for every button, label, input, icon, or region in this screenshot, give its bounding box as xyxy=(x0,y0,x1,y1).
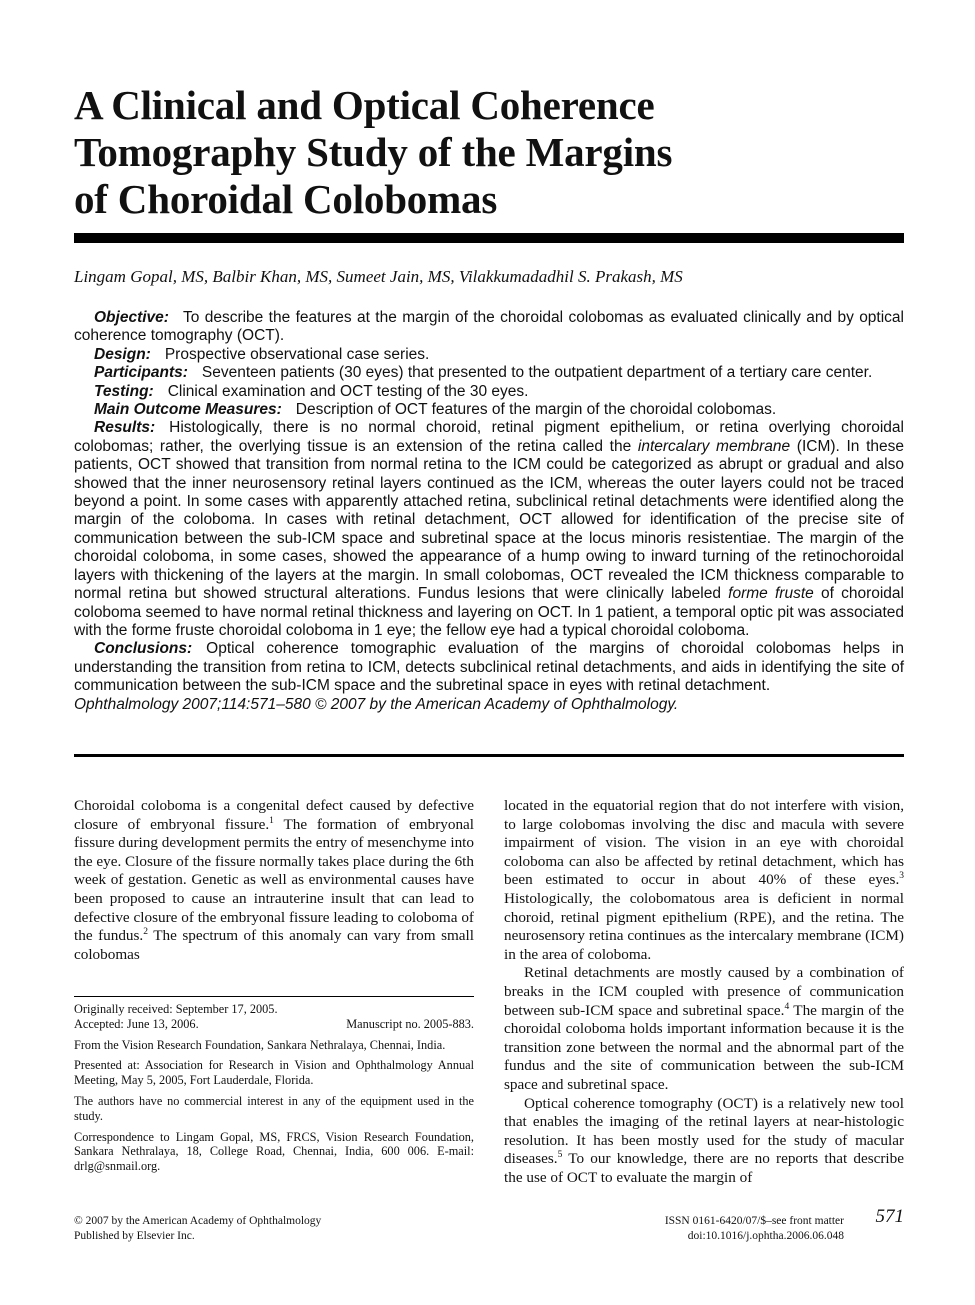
results-text-2: (ICM). In these patients, OCT showed that transition from normal retina to the ICM could be categorized as abrupt or gradual and also showed that the inner neurosensory retinal layers continued as the ICM, whereas the outer layers could not be traced beyond a point. In some cases with apparently attached retina, subclinical retinal detachments were identified along the margin of the coloboma. In cases with retinal detachment, OCT allowed for identification of the precise site of communication between the sub-ICM space and subretinal space at the locus minoris resistentiae. The margin of the choroidal coloboma, in some cases, showed the appearance of a hump owing to inward turning of the retinochoroidal layers with thickening of the layers at the margin. In small colobomas, OCT revealed the ICM thickness comparable to normal retina but showed structural alterations. Fundus lesions that were clinically labeled xyxy=(74,437,904,603)
results-text-3: of choroidal coloboma seemed to have normal retinal thickness and layering on OCT. In 1 patient, a temporal optic pit was associated with the forme fruste choroidal coloboma in 1 eye; the fellow eye had a typical choroidal coloboma. xyxy=(74,585,904,639)
abstract-conclusions xyxy=(74,640,904,714)
footnote-received: Originally received: September 17, 2005. xyxy=(74,1002,278,1016)
article-title xyxy=(74,82,914,223)
left-text-c: The spectrum of this anomaly can vary from small colobomas xyxy=(74,927,474,963)
reference-1[interactable]: 1 xyxy=(269,815,274,826)
conclusions-label: Conclusions: xyxy=(94,640,193,658)
title-line-2: Tomography Study of the Margins xyxy=(74,129,673,175)
objective-label: Objective: xyxy=(94,309,169,326)
footer-copyright: © 2007 by the American Academy of Ophthalmology xyxy=(74,1215,322,1227)
results-italic-1: intercalary membrane xyxy=(637,437,791,455)
left-text-b: The formation of embryonal fissure during development permits the entry of mesenchyme into the eye. Closure of the fissure normally takes place during the 6th week of gestation. Genetic as well as environmental causes have been proposed to cause an intrauterine insult that can lead to defective closure of the embryonal fissure leading to coloboma of the fundus. xyxy=(74,815,474,945)
footer-publisher: Published by Elsevier Inc. xyxy=(74,1230,195,1242)
measures-text: Description of OCT features of the margin of the choroidal colobomas. xyxy=(295,401,777,419)
conclusions-text: Optical coherence tomographic evaluation of the margins of choroidal colobomas helps in understanding the transition from retina to ICM, detects subclinical retinal detachments, and aids in identifying the site of communication between the sub-ICM space and the subretinal space in eyes with retinal detachment. xyxy=(74,640,904,695)
right-text-1a: located in the equatorial region that do not interfere with vision, to large colobomas involving the disc and macula with severe impairment of vision. The vision in an eye with choroidal coloboma can also be affected by retinal detachment, which has been estimated to occur in about 40% of these eyes. xyxy=(504,797,904,889)
abstract-design xyxy=(74,346,904,364)
page-number: 571 xyxy=(875,1206,904,1227)
testing-text: Clinical examination and OCT testing of the 30 eyes. xyxy=(167,382,529,400)
right-text-2b: The margin of the choroidal coloboma holds important information because it is the transition zone between the normal and the abnormal part of the fundus and the site of communication between the sub-ICM space and subretinal space. xyxy=(504,1001,905,1093)
right-text-1b: Histologically, the colobomatous area is deficient in normal choroid, retinal pigment epithelium (RPE), and the retina. The neurosensory retina continues as the intercalary membrane (ICM) in the area of coloboma. xyxy=(504,889,904,963)
reference-5[interactable]: 5 xyxy=(557,1150,563,1161)
footer-doi[interactable]: doi:10.1016/j.ophtha.2006.06.048 xyxy=(687,1230,844,1242)
footnote-correspondence: Correspondence to Lingam Gopal, MS, FRCS, Vision Research Foundation, Sankara Nethralaya, 18, College Road, Chennai, India, 600 006. E-mail: drlg@snmail.org. xyxy=(74,1129,474,1174)
participants-label: Participants: xyxy=(94,364,188,382)
abstract-citation: Ophthalmology 2007;114:571–580 © 2007 by the American Academy of Ophthalmology. xyxy=(74,695,679,713)
abstract xyxy=(74,309,904,714)
right-text-3a: Optical coherence tomography (OCT) is a relatively new tool that enables the imaging of the retinal layers at near-histologic resolution. It has been mostly used for the study of macular diseases. xyxy=(504,1094,904,1168)
objective-text: To describe the features at the margin of the choroidal colobomas as evaluated clinically and by optical coherence tomography (OCT). xyxy=(74,309,904,345)
left-text-a: Choroidal coloboma is a congenital defect caused by defective closure of embryonal fissure. xyxy=(74,797,474,833)
results-text-1: Histologically, there is no normal choroid, retinal pigment epithelium, or retina overlying choroidal colobomas; rather, the overlying tissue is an extension of the retina called the xyxy=(74,419,904,455)
footnote-presented: Presented at: Association for Research in Vision and Ophthalmology Annual Meeting, May 5, 2005, Fort Lauderdale, Florida. xyxy=(74,1058,474,1088)
testing-label: Testing: xyxy=(94,382,154,400)
footnote-rule xyxy=(74,996,474,997)
intro-paragraph xyxy=(74,797,474,964)
footnote-affiliation: From the Vision Research Foundation, Sankara Nethralaya, Chennai, India. xyxy=(74,1037,446,1052)
body-column-left xyxy=(74,797,474,964)
footer-issn: ISSN 0161-6420/07/$–see front matter xyxy=(664,1215,844,1227)
footnote-accepted-row xyxy=(74,1017,474,1032)
reference-4[interactable]: 4 xyxy=(784,1001,790,1012)
participants-text: Seventeen patients (30 eyes) that presented to the outpatient department of a tertiary care center. xyxy=(201,364,873,382)
reference-2[interactable]: 2 xyxy=(143,927,148,938)
right-text-3b: To our knowledge, there are no reports that describe the use of OCT to evaluate the margin of xyxy=(504,1150,904,1186)
author-list: Lingam Gopal, MS, Balbir Khan, MS, Sumeet Jain, MS, Vilakkumadadhil S. Prakash, MS xyxy=(74,267,683,286)
design-label: Design: xyxy=(94,345,151,363)
footnotes xyxy=(74,1002,474,1180)
title-line-3: of Choroidal Colobomas xyxy=(74,176,498,222)
footer-right xyxy=(600,1214,844,1244)
footer-left xyxy=(74,1214,321,1244)
right-paragraph-3 xyxy=(504,1095,904,1188)
reference-3[interactable]: 3 xyxy=(899,871,904,882)
abstract-measures xyxy=(74,401,904,419)
footnote-manuscript: Manuscript no. 2005-883. xyxy=(346,1016,474,1031)
measures-label: Main Outcome Measures: xyxy=(94,401,282,419)
abstract-objective xyxy=(74,309,904,346)
abstract-participants xyxy=(74,364,904,382)
results-label: Results: xyxy=(94,419,156,437)
right-paragraph-2 xyxy=(504,964,904,1094)
abstract-rule xyxy=(74,754,904,757)
abstract-testing xyxy=(74,383,904,401)
body-column-right xyxy=(504,797,904,1187)
title-line-1: A Clinical and Optical Coherence xyxy=(74,82,655,128)
abstract-results xyxy=(74,419,904,640)
footnote-interest: The authors have no commercial interest in any of the equipment used in the study. xyxy=(74,1093,474,1123)
title-rule xyxy=(74,233,904,243)
right-paragraph-1 xyxy=(504,797,904,964)
right-text-2a: Retinal detachments are mostly caused by a combination of breaks in the ICM coupled with presence of communication between sub-ICM space and subretinal space. xyxy=(504,964,904,1019)
results-italic-2: forme fruste xyxy=(728,585,814,603)
design-text: Prospective observational case series. xyxy=(164,345,430,363)
footnote-accepted: Accepted: June 13, 2006. xyxy=(74,1016,199,1031)
